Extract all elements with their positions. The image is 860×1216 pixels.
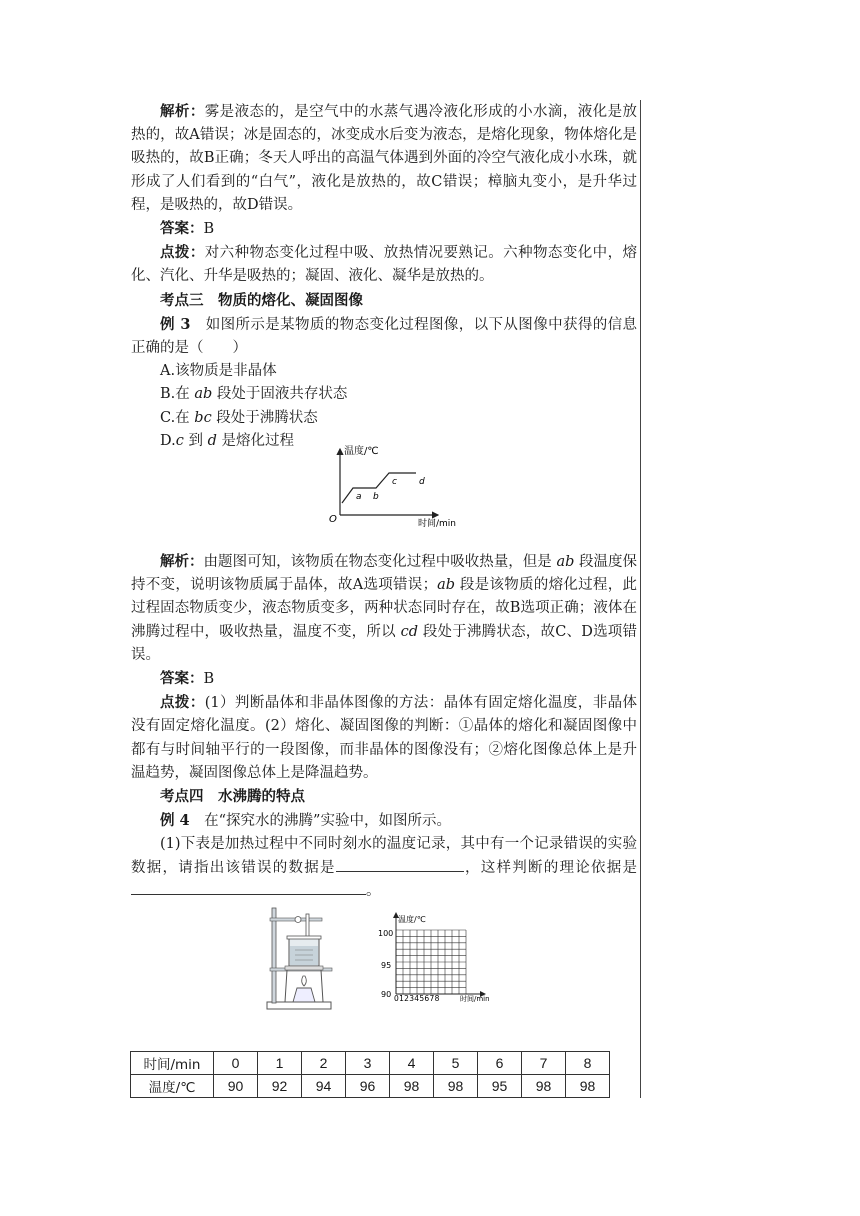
option-b: B.在 ab 段处于固液共存状态 <box>160 386 348 403</box>
table-cell: 2 <box>302 1052 346 1075</box>
temperature-table <box>130 1051 610 1098</box>
table-cell: 92 <box>258 1075 302 1098</box>
wire-gauze <box>285 966 323 970</box>
stand-rod <box>272 908 276 1003</box>
table-row-temp <box>131 1075 610 1098</box>
table-cell: 98 <box>522 1075 566 1098</box>
point-d-label: d <box>419 477 425 487</box>
example-4-question: 例 4 在“探究水的沸腾”实验中，如图所示。 <box>160 812 451 830</box>
alcohol-lamp <box>293 988 315 1002</box>
analysis-1: 解析：雾是液态的，是空气中的水蒸气遇冷液化形成的小水滴，液化是放热的，故A错误；冰是固态的，冰变成水后变为液态，是熔化现象，物体熔化是吸热的，故B正确；冬天人呼出的高温气体遇到外面的冷空气液化成小水珠，就形成了人们看到的“白气”，液化是放热的，故C错误；樟脑丸变小，是升华过程，是吸热的，故D错误。 <box>131 103 638 213</box>
table-cell: 7 <box>522 1052 566 1075</box>
option-d: D.c 到 d 是熔化过程 <box>160 432 294 449</box>
y-tick-100: 100 <box>378 929 394 938</box>
table-cell: 3 <box>346 1052 390 1075</box>
table-cell: 95 <box>478 1075 522 1098</box>
grid-lines <box>396 930 466 994</box>
table-cell: 98 <box>390 1075 434 1098</box>
table-row-time <box>131 1052 610 1075</box>
answer-1: 答案：B <box>160 220 215 238</box>
answer-blank-1[interactable] <box>336 857 464 872</box>
y-tick-95: 95 <box>381 961 392 970</box>
stand-base <box>267 1002 331 1009</box>
y-tick-90: 90 <box>381 990 392 999</box>
tip-3: 点拨：(1）判断晶体和非晶体图像的方法：晶体有固定熔化温度，非晶体没有固定熔化温度。(2）熔化、凝固图像的判断：①晶体的熔化和凝固图像中都有与时间轴平行的一段图像，而非晶体的图像没有；②熔化图像总体上是升温趋势，凝固图像总体上是降温趋势。 <box>131 694 638 781</box>
table-cell: 5 <box>434 1052 478 1075</box>
answer-3: 答案：B <box>160 670 215 688</box>
table-cell: 94 <box>302 1075 346 1098</box>
boiling-apparatus <box>265 906 335 1012</box>
table-cell: 1 <box>258 1052 302 1075</box>
beaker-lid <box>287 936 321 939</box>
table-cell: 6 <box>478 1052 522 1075</box>
point-c-label: c <box>392 477 397 487</box>
table-cell: 98 <box>434 1075 478 1098</box>
x-axis-label: 时间/min <box>418 519 457 529</box>
section-4-title: 考点四 水沸腾的特点 <box>160 788 305 806</box>
flame <box>302 976 307 986</box>
x-ticks: 012345678 <box>394 994 440 1002</box>
table-cell: 96 <box>346 1075 390 1098</box>
melting-graph <box>326 443 476 529</box>
y-axis-label: 温度/℃ <box>344 446 379 457</box>
tip-1: 点拨：对六种物态变化过程中吸、放热情况要熟记。六种物态变化中，熔化、汽化、升华是吸热的；凝固、液化、凝华是放热的。 <box>131 244 638 285</box>
grid-x-label: 时间/min <box>460 995 490 1002</box>
table-header-time: 时间/min <box>131 1052 214 1075</box>
temperature-curve <box>342 473 416 503</box>
table-header-temp: 温度/℃ <box>131 1075 214 1098</box>
option-a: A.该物质是非晶体 <box>160 363 277 380</box>
grid-y-label: 温度/℃ <box>398 915 426 924</box>
table-cell: 98 <box>566 1075 610 1098</box>
option-c: C.在 bc 段处于沸腾状态 <box>160 409 318 426</box>
water <box>290 946 318 965</box>
analysis-3: 解析：由题图可知，该物质在物态变化过程中吸收热量，但是 ab 段温度保持不变，说明该物质属于晶体，故A选项错误；ab 段是该物质的熔化过程，此过程固态物质变少，液态物质变多，两种状态同时存在，故B选项正确；液体在沸腾过程中，吸收热量，温度不变，所以 cd 段处于沸腾状态，故C、D选项错误。 <box>131 553 638 663</box>
origin-label: O <box>329 514 337 525</box>
table-cell: 4 <box>390 1052 434 1075</box>
point-b-label: b <box>373 492 379 502</box>
example-3-question: 例 3 如图所示是某物质的物态变化过程图像，以下从图像中获得的信息正确的是（ ） <box>131 315 638 357</box>
section-3-title: 考点三 物质的熔化、凝固图像 <box>160 291 363 309</box>
answer-blank-2[interactable] <box>131 880 366 895</box>
column-rule <box>640 100 641 1098</box>
table-cell: 90 <box>214 1075 258 1098</box>
table-cell: 0 <box>214 1052 258 1075</box>
temperature-grid <box>374 910 504 1002</box>
example-4-sub1: (1)下表是加热过程中不同时刻水的温度记录，其中有一个记录错误的实验数据，请指出该错误的数据是 ，这样判断的理论依据是。 <box>131 836 637 899</box>
table-cell: 8 <box>566 1052 610 1075</box>
point-a-label: a <box>356 492 362 502</box>
